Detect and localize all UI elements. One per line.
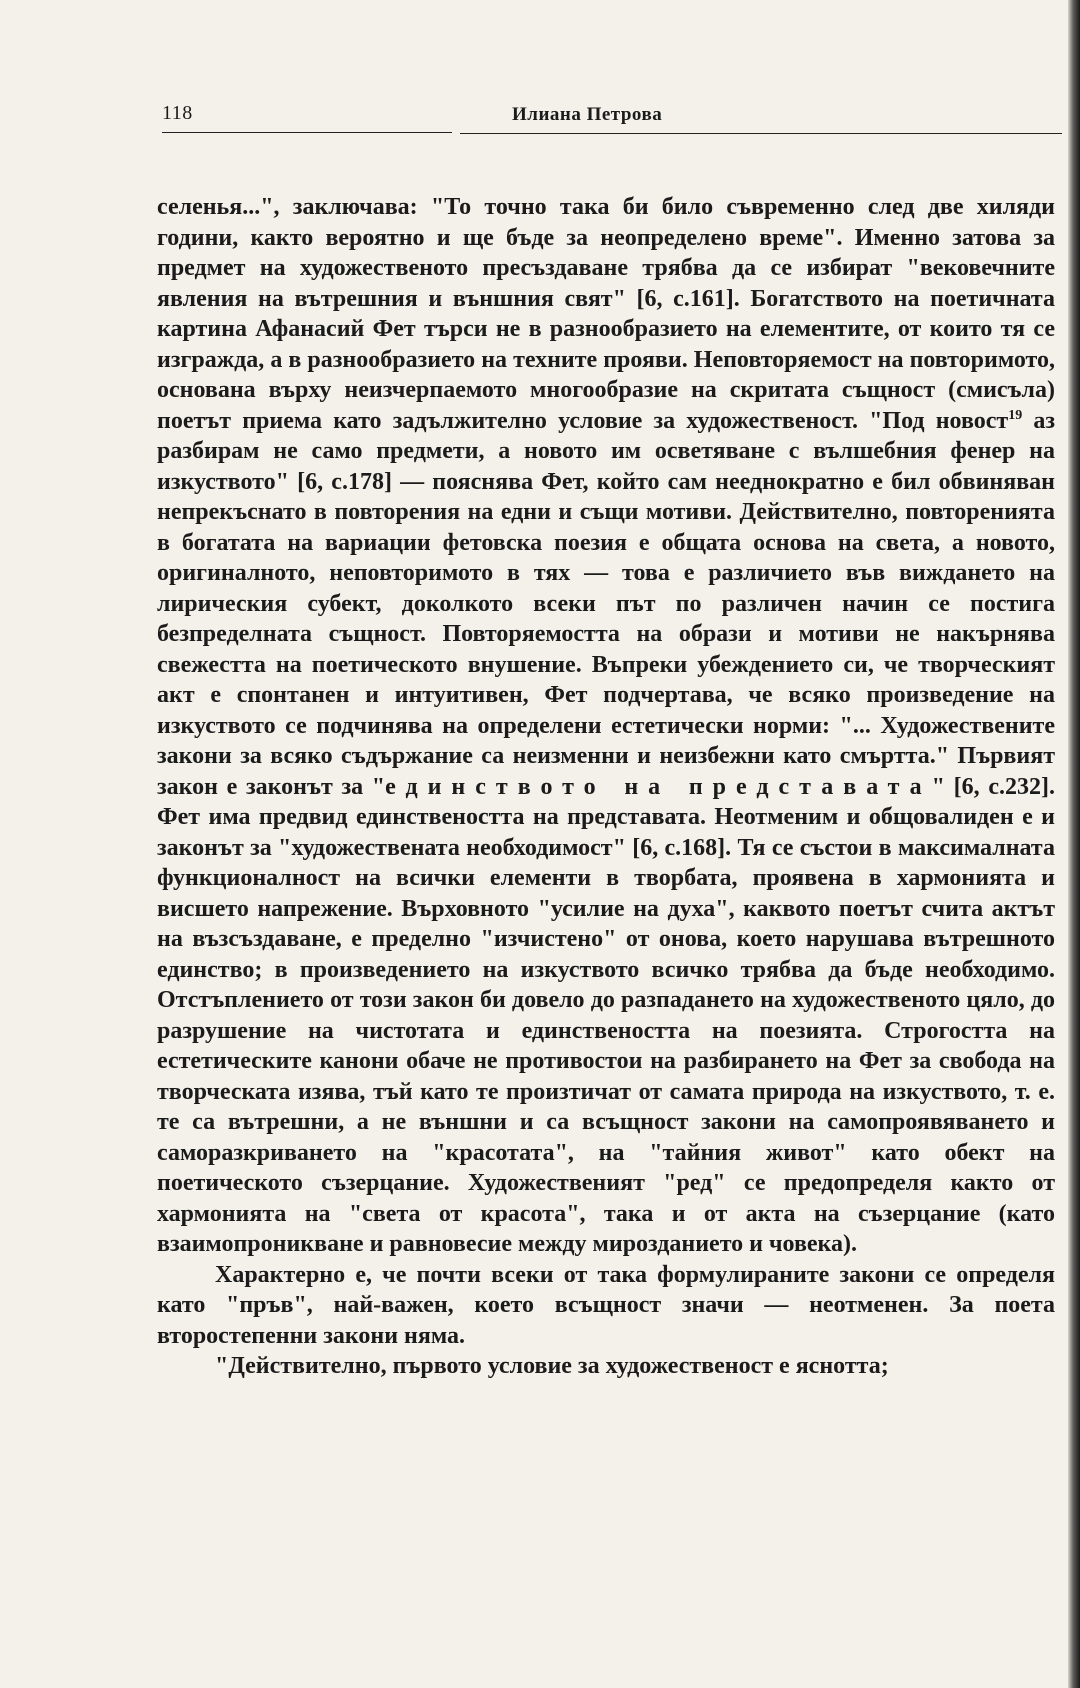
- page-header: [162, 96, 1062, 134]
- paragraph-1-part-b: аз разбирам не само предмети, а новото им осветяване с вълшебния фенер на изкуството" [6, с.178] — пояснява Фет, който сам нееднократно е бил обвиняван непрекъснато в повторения на едни и същи мотиви. Действително, повторенията в богатата на вариации фетовска поезия е общата основа на света, а новото, оригиналното, неповторимото в тях — това е различието във виждането на лирическия субект, доколкото всеки път по различен начин се постига безпределната същност. Повторяемостта на образи и мотиви не накърнява свежестта на поетическото внушение. Въпреки убеждението си, че творческият акт е спонтанен и интуитивен, Фет подчертава, че всяко произведение на изкуството се подчинява на определени естетически норми: "... Художествените закони за всяко съдържание са неизменни и неизбежни като смъртта." Първият закон е законът за ": [157, 407, 1055, 800]
- paragraph-3: "Действително, първото условие за художественост е яснотта;: [215, 1353, 889, 1379]
- paragraph-1-part-c: " [6, с.232]. Фет има предвид единствеността на представата. Неотменим и общовалиден е и законът за "художествената необходимост" [6, с.168]. Тя се състои в максималната функционалност на всички елементи в творбата, проявена в хармонията и висшето напрежение. Върховното "усилие на духа", каквото поетът счита актът на възсъздаване, е пределно "изчистено" от онова, което нарушава вътрешното единство; в произведението на изкуството всичко трябва да бъде необходимо. Отстъплението от този закон би довело до разпадането на художественото цяло, до разрушение на чистотата и единствеността на поезията. Строгостта на естетическите канони обаче не противостои на разбирането на Фет за свобода на творческата изява, тъй като те произтичат от самата природа на изкуството, т. е. те са вътрешни, а не външни и са всъщност закони на самопроявяването и саморазкриването на "красотата", на "тайния живот" като обект на поетическото съзерцание. Художественият "ред" се предопределя както от хармонията на "света от красота", така и от акта на съзерцание (като взаимопроникване и равновесие между мирозданието и човека).: [157, 773, 1056, 1257]
- emphasized-phrase: единството на представата: [385, 773, 932, 800]
- footnote-ref: 19: [1008, 407, 1023, 423]
- paragraph-1: [157, 192, 1055, 1260]
- header-rule-left: [162, 132, 452, 133]
- scan-edge: [1068, 0, 1080, 1688]
- paragraph-1-part-a: селенья...", заключава: "То точно така би било съвременно след две хиляди години, както вероятно и ще бъде за неопределено време". Именно затова за предмет на художественото пресъздаване трябва да се избират "вековечните явления на вътрешния и външния свят" [6, с.161]. Богатството на поетичната картина Афанасий Фет търси не в разнообразието на елементите, от които тя се изгражда, а в разнообразието на техните прояви. Неповторяемост на повторимото, основана върху неизчерпаемото многообразие на скритата същност (смисъла) поетът приема като задължително условие за художественост. "Под новост: [157, 194, 1055, 434]
- header-rule-right: [460, 133, 1062, 134]
- page-number: 118: [162, 102, 193, 124]
- paragraph-2: Характерно е, че почти всеки от така формулираните закони се определя като "пръв", най-важен, което всъщност значи — неотменен. За поета второстепенни закони няма.: [157, 1261, 1055, 1349]
- running-head: Илиана Петрова: [512, 104, 663, 125]
- body-text: [157, 192, 1055, 1382]
